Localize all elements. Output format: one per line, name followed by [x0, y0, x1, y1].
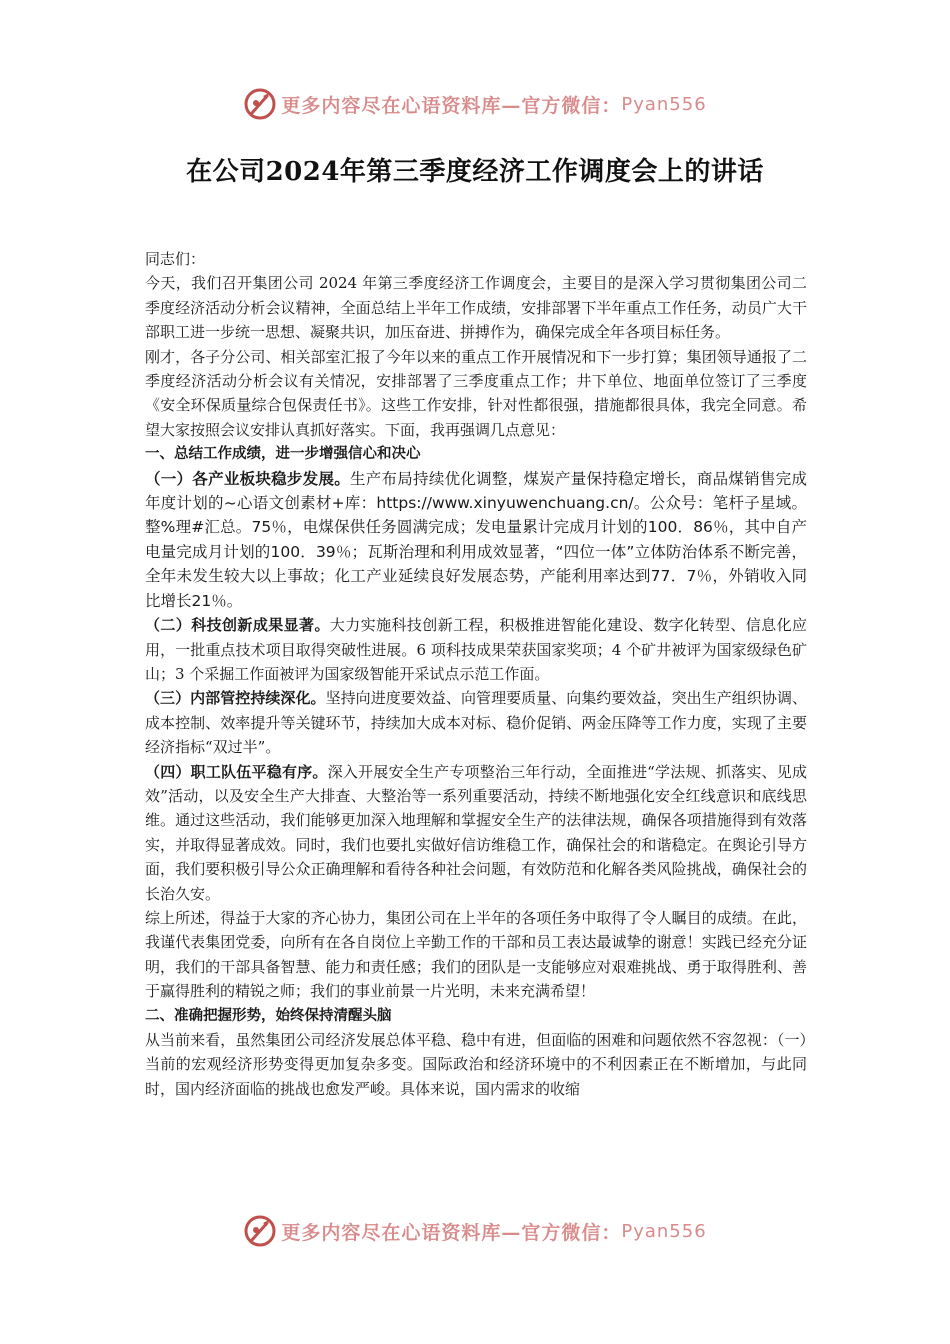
- section-1-item-4: [145, 760, 807, 906]
- salutation: 同志们：: [145, 250, 206, 268]
- intro-paragraph-2: 刚才，各子分公司、相关部室汇报了今年以来的重点工作开展情况和下一步打算；集团领导通报了二季度经济活动分析会议有关情况，安排部署了三季度重点工作；井下单位、地面单位签订了三季度《安全环保质量综合包保责任书》。这些工作安排，针对性都很强，措施都很具体，我完全同意。希望大家按照会议安排认真抓好落实。下面，我再强调几点意见：: [145, 347, 807, 439]
- section-2-body: 从当前来看，虽然集团公司经济发展总体平稳、稳中有进，但面临的困难和问题依然不容忽视：（一）当前的宏观经济形势变得更加复杂多变。国际政治和经济环境中的不利因素正在不断增加，与此同时，国内经济面临的挑战也愈发严峻。具体来说，国内需求的收缩: [145, 1031, 807, 1098]
- item-1-lead: （一）各产业板块稳步发展。: [145, 469, 350, 488]
- watermark-logo-icon: [243, 87, 277, 121]
- watermark-text: 更多内容尽在心语资料库—官方微信：: [281, 94, 622, 117]
- watermark-footer: [0, 1211, 950, 1251]
- watermark-logo-icon: [243, 1214, 277, 1248]
- item-3-lead: （三）内部管控持续深化。: [145, 689, 326, 708]
- section-1-item-3: [145, 686, 807, 759]
- document-title: 在公司2024年第三季度经济工作调度会上的讲话: [186, 157, 764, 187]
- watermark-header: [0, 84, 950, 124]
- section-1-summary: 综上所述，得益于大家的齐心协力，集团公司在上半年的各项任务中取得了令人瞩目的成绩。在此，我谨代表集团党委，向所有在各自岗位上辛勤工作的干部和员工表达最诚挚的谢意！实践已经充分证明，我们的干部具备智慧、能力和责任感；我们的团队是一支能够应对艰难挑战、勇于取得胜利、善于赢得胜利的精锐之师；我们的事业前景一片光明，未来充满希望！: [145, 908, 807, 1001]
- watermark-wechat-id: Pyan556: [621, 93, 707, 115]
- item-4-lead: （四）职工队伍平稳有序。: [145, 762, 328, 781]
- section-1-heading: 一、总结工作成绩，进一步增强信心和决心: [145, 446, 421, 463]
- section-2-heading: 二、准确把握形势，始终保持清醒头脑: [145, 1007, 392, 1024]
- item-2-lead: （二）科技创新成果显著。: [145, 616, 330, 635]
- section-1-item-1: [145, 467, 807, 613]
- item-4-body: 深入开展安全生产专项整治三年行动，全面推进“学法规、抓落实、见成效”活动，以及安全生产大排查、大整治等一系列重要活动，持续不断地强化安全红线意识和底线思维。通过这些活动，我们能够更加深入地理解和掌握安全生产的法律法规，确保各项措施得到有效落实，并取得显著成效。同时，我们也要扎实做好信访维稳工作，确保社会的和谐稳定。在舆论引导方面，我们要积极引导公众正确理解和看待各种社会问题，有效防范和化解各类风险挑战，确保社会的长治久安。: [145, 762, 807, 903]
- watermark-wechat-id: Pyan556: [621, 1220, 707, 1242]
- item-3-body: 坚持向进度要效益、向管理要质量、向集约要效益，突出生产组织协调、成本控制、效率提升等关键环节，持续加大成本对标、稳价促销、两金压降等工作力度，实现了主要经济指标“双过半”。: [145, 689, 807, 757]
- section-1-item-2: [145, 613, 807, 686]
- item-2-body: 大力实施科技创新工程，积极推进智能化建设、数字化转型、信息化应用，一批重点技术项目取得突破性进展。6 项科技成果荣获国家奖项；4 个矿井被评为国家级绿色矿山；3 个采掘工作面被评为国家级智能开采试点示范工作面。: [145, 616, 807, 683]
- watermark-text: 更多内容尽在心语资料库—官方微信：: [281, 1221, 622, 1244]
- item-1-body: 生产布局持续优化调整，煤炭产量保持稳定增长，商品煤销售完成年度计划的~心语文创素材+库：https://www.xinyuwenchuang.cn/。公众号：笔杆子星域。整%理#汇总。75％，电煤保供任务圆满完成；发电量累计完成月计划的100．86％，其中自产电量完成月计划的100．39％；瓦斯治理和利用成效显著，“四位一体”立体防治体系不断完善，全年未发生较大以上事故；化工产业延续良好发展态势，产能利用率达到77．7％，外销收入同比增长21％。: [145, 469, 807, 610]
- intro-paragraph-1: 今天，我们召开集团公司 2024 年第三季度经济工作调度会，主要目的是深入学习贯彻集团公司二季度经济活动分析会议精神，全面总结上半年工作成绩，安排部署下半年重点工作任务，动员广大干部职工进一步统一思想、凝聚共识，加压奋进、拼搏作为，确保完成全年各项目标任务。: [145, 274, 807, 342]
- document-body: [145, 247, 807, 1101]
